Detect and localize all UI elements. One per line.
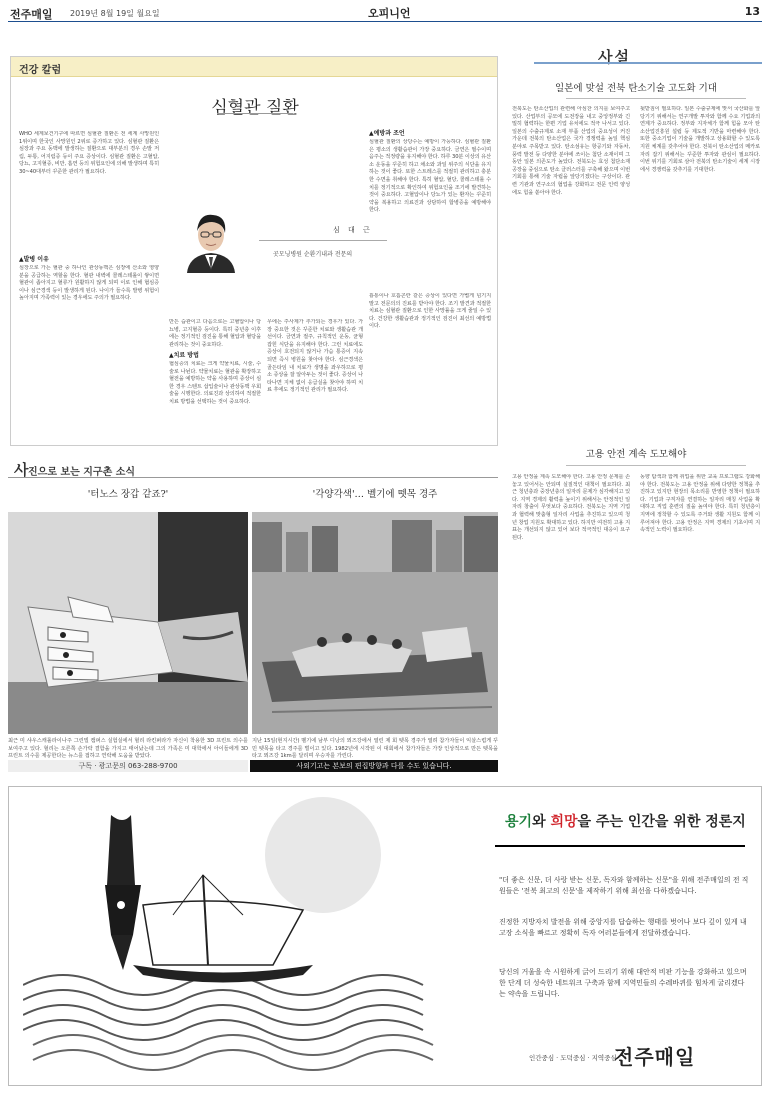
column-paragraph: 협심증의 치료는 크게 약물치료, 시술, 수술로 나뉜다. 약물치료는 혈관을 확장하고 혈전을 예방하는 약을 사용하며 증상이 심한 경우 스텐트 삽입술이나 관상동맥 우회술을 시행한다. 의료진과 상의하여 적절한 치료 방법을 선택하는 것이 중요하다. (169, 361, 261, 405)
campaign-slogan: 인간중심 · 도덕중심 · 지역중심 (529, 1054, 617, 1062)
editorial-title: 일본에 맞설 전북 탄소기술 고도화 기대 (555, 83, 717, 94)
editorial-title-rule (566, 465, 746, 466)
title-underline (217, 113, 293, 114)
author-photo (179, 205, 243, 273)
column-subhead: ▲치료 방법 (169, 352, 199, 359)
column-paragraph: 우에는 주사제가 추가되는 경우가 있다. 가장 중요한 것은 꾸준한 치료와 생활습관 개선이다. 금연과 절주, 규칙적인 운동, 균형 잡힌 식단을 유지해야 한다. 그런 치료에도 증상이 호전되지 않거나 가슴 통증이 지속되면 즉시 병원을 찾아야 한다. 심근경색은 골든타임 내 치료가 생명을 좌우하므로 평소 증상을 잘 알아두는 것이 좋다. 증상이 나타나면 지체 없이 응급실을 찾아야 하며 치료 후에도 정기적인 관리가 필요하다. (267, 319, 363, 394)
page-header (8, 4, 762, 22)
photo-news-rule (8, 477, 498, 478)
campaign-title-rest: 을 주는 인간을 위한 정론지 (577, 814, 746, 830)
campaign-paragraph: "더 좋은 신문, 더 사랑 받는 신문, 독자와 함께하는 신문"을 위해 전주매일의 전 직원들은 '전북 최고의 신문'을 제작하기 위해 최선을 다하겠습니다. (499, 876, 749, 895)
campaign-title-hope2: 희망 (550, 814, 578, 830)
editorial-title: 고용 안전 계속 도모해야 (585, 449, 687, 460)
header-date: 2019년 8월 19일 월요일 (70, 9, 160, 18)
column-subhead: ▲발병 이유 (19, 256, 49, 263)
editorial-paragraph: 고용 안정을 계속 도모해야 한다. 고용 안정 문제를 손 놓고 있어서는 안되며 실질적인 대책이 필요하다. 최근 청년층과 중장년층의 일자리 문제가 심각해지고 있다. 지역 경제의 활력을 높이기 위해서는 안정적인 일자리 창출이 무엇보다 중요하다. 전북도는 지역 기업과 협력해 맞춤형 일자리 사업을 추진하고 있으며 청년 창업 지원도 확대하고 있다. 하지만 여전히 고용 지표는 개선되지 않고 있어 보다 적극적인 대응이 요구된다. (512, 474, 630, 541)
campaign-title-hope1: 용기 (505, 814, 533, 830)
campaign-ad (8, 786, 762, 1086)
author-affiliation: 곳모닝병원 순환기내과 전문의 (273, 251, 353, 258)
column-paragraph: WHO 세계보건기구에 따르면 심혈관 질환은 전 세계 사망원인 1위이며 한국인 사망원인 2위로 증가하고 있다. 심혈관 질환은 심장과 주요 동맥에 발생하는 질환으로 대부분의 경우 손발 저림, 두통, 어지럼증 등이 주요 증상이다. 심혈관 질환은 고혈압, 당뇨, 고지혈증, 비만, 흡연 등의 위험요인에 의해 발생하며 특히 30~40대부터 꾸준한 관리가 필요하다. (19, 131, 159, 175)
header-brand: 전주매일 (10, 8, 53, 21)
header-page-number: 13 (744, 5, 760, 18)
photo-news-heading (8, 459, 498, 477)
campaign-paragraph: 당신의 거울을 속 시원하게 긁어 드리기 위해 대안적 비판 기능을 강화하고 있으며 한 단계 더 성숙한 네트워크 구축과 함께 지역민들의 수레바퀴를 힘차게 굴리겠다는 약속을 드립니다. (499, 968, 747, 998)
subscription-contact: 구독 · 광고문의 063-288-9700 (8, 760, 248, 772)
column-paragraph: 심혈관 질환의 상당수는 예방이 가능하다. 심혈관 질환은 평소의 생활습관이 가장 중요하다. 금연은 필수이며 음주는 적정량을 유지해야 한다. 하루 30분 이상의 유산소 운동을 꾸준히 하고 채소와 과일 위주의 식단을 유지하는 것이 좋다. 또한 스트레스를 적절히 관리하고 충분한 수면을 취해야 한다. 특히 혈압, 혈당, 콜레스테롤 수치를 정기적으로 확인하여 위험요인을 조기에 발견하는 것이 중요하다. 고혈압이나 당뇨가 있는 환자는 꾸준히 약을 복용하고 의료진과 상담하여 합병증을 예방해야 한다. (369, 139, 491, 214)
health-column (10, 56, 498, 446)
editorial-label: 사설 (598, 48, 631, 66)
column-paragraph: 흉통이나 호흡곤란 같은 증상이 있다면 가볍게 넘기지 말고 전문의의 진료를 받아야 한다. 조기 발견과 적절한 치료는 심혈관 질환으로 인한 사망률을 크게 줄일 수 있다. 건강한 생활습관과 정기적인 검진이 최선의 예방법이다. (369, 293, 491, 330)
photo-news-title: 진으로 보는 지구촌 소식 (28, 467, 136, 478)
editorial-paragraph: 전북도는 탄소산업의 관련해 아심찬 의지를 보여주고 있다. 산업부의 공모에 도전장을 내고 중앙정부와 긴밀히 협력하는 한편 기업 유치에도 적극 나서고 있다. 일본의 수출규제로 소재 부품 산업의 중요성이 커진 가운데 전북의 탄소산업은 국가 경쟁력을 높일 핵심 분야로 주목받고 있다. 탄소섬유는 항공기와 자동차, 풍력 발전 등 다양한 분야에 쓰이는 첨단 소재이며 그동안 일본 의존도가 높았다. 전북도는 효성 첨단소재 공장을 중심으로 탄소 클러스터를 구축해 왔으며 이번 기회를 통해 기술 자립을 앞당기겠다는 구상이다. 관련 기관과 연구소의 협업을 강화하고 전문 인력 양성에도 힘을 쏟아야 한다. (512, 106, 630, 196)
column-title: 심혈관 질환 (211, 98, 299, 118)
editorial-paragraph: 동향 탐색과 함께 취업을 위한 교육 프로그램도 강화해야 한다. 전북도는 고용 안정을 위해 다양한 정책을 추진하고 있지만 현장의 목소리를 반영한 정책이 필요하다. 기업과 구직자를 연결하는 일자리 매칭 사업을 확대하고 직업 훈련의 질을 높여야 한다. 특히 청년층이 지역에 정착할 수 있도록 주거와 생활 지원도 함께 이루어져야 한다. 고용 안정은 지역 경제의 기초이며 지속적인 노력이 필요하다. (640, 474, 760, 534)
author-name: 심 대 근 (333, 226, 373, 234)
editorial-notice: 사외기고는 본보의 편집방향과 다를 수도 있습니다. (250, 760, 498, 772)
fountain-pen-illustration (23, 795, 443, 1079)
column-tag: 건강 칼럼 (19, 65, 62, 76)
photo-caption-title: '터노스 장갑 같죠?' (87, 489, 169, 500)
prosthetic-hand-photo (8, 512, 248, 734)
campaign-rule (495, 845, 745, 847)
column-paragraph: 만든 습관이고 다음으로는 고혈압이나 당뇨병, 고지혈증 등이다. 특히 중년층 이후에는 정기적인 검진을 통해 혈압과 혈당을 관리하는 것이 중요하다. (169, 319, 261, 348)
editorial-paragraph: 뒷받침이 필요하다. 일본 수출규제에 맞서 국산화를 앞당기기 위해서는 연구개발 투자와 함께 수요 기업과의 연계가 중요하다. 정부와 지자체가 함께 힘을 모아 탄소산업진흥원 설립 등 제도적 기반을 마련해야 한다. 또한 중소기업이 기술을 개발하고 상용화할 수 있도록 지원 체계를 갖추어야 한다. 전북이 탄소산업의 메카로 자리 잡기 위해서는 꾸준한 투자와 관심이 필요하다. 이번 위기를 기회로 삼아 전북의 탄소기술이 세계 시장에서 경쟁력을 갖추기를 기대한다. (640, 106, 760, 173)
brand-logo: 전주매일 (614, 1045, 696, 1069)
column-subhead: ▲예방과 조언 (369, 130, 405, 137)
editorial-title-rule (566, 98, 746, 99)
photo-caption-text: 지난 15일(현지시간) 벨기에 남부 디낭의 뫼즈강에서 열린 제 회 뗏목 경주가 열려 참가자들이 익살스럽게 꾸민 뗏목을 타고 경주를 벌이고 있다. 1982년에 시작된 이 대회에서 참가자들은 가장 인상적으로 만든 뗏목을 타고 뫼즈강 1km를 달리며 우승자를 가린다. (252, 738, 498, 760)
photo-news-initial: 사 (14, 461, 29, 479)
raft-race-photo (252, 512, 498, 734)
campaign-title: 용기와 희망을 주는 인간을 위한 정론지 (505, 814, 746, 830)
column-paragraph: 심장으로 가는 혈관 중 하나인 관상동맥은 심장에 산소와 영양분을 공급하는 역할을 한다. 혈관 내벽에 콜레스테롤이 쌓이면 혈관이 좁아지고 혈류가 원활하지 않게 되며 이로 인해 협심증이나 심근경색 등이 발생하게 된다. 나이가 들수록 발병 위험이 높아지며 가족력이 있는 경우에도 주의가 필요하다. (19, 265, 159, 302)
editorial-rule (534, 62, 762, 64)
photo-caption-text: 최근 미 샤우스캐롤라이나주 그린빌 캠퍼스 실험실에서 헐리 라킨퍼라가 자신이 착용한 3D 프린트 의수를 보여주고 있다. 헐리는 오른쪽 손가락 결함을 가지고 태어났는데 그의 가족은 미 대학에서 아이들에게 3D 프린트 의수를 제공한다는 뉴스를 접하고 연락해 도움을 받았다. (8, 738, 248, 760)
photo-caption-title: '각양각색'… 벨기에 뗏목 경주 (312, 489, 438, 500)
author-divider (259, 240, 387, 241)
campaign-paragraph: 진정한 지방자치 발전을 위해 중앙지를 답습하는 행태를 벗어나 보다 깊이 있게 내 고장 소식을 빠르고 정확히 독자 여러분들에게 전달하겠습니다. (499, 918, 747, 937)
column-tag-bar (11, 57, 497, 77)
header-section: 오피니언 (368, 7, 411, 20)
